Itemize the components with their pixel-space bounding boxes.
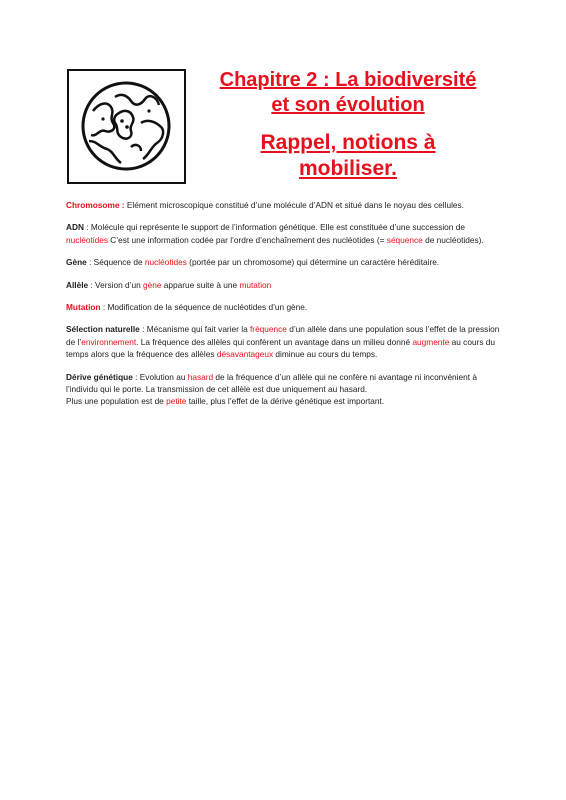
definition-adn	[66, 221, 500, 246]
definition-text: de la fréquence d’un allèle qui ne confère ni avantage ni inconvénient à l’individu qui le porte. La transmission de cet allèle est due uniquement au hasard.	[66, 371, 477, 395]
definition-term: Mutation	[66, 302, 101, 313]
definition-text: : Séquence de	[86, 257, 145, 268]
earth-globe-icon	[69, 71, 184, 182]
definition-term: Chromosome :	[66, 200, 125, 210]
subtitle-line-1: Rappel, notions à	[260, 131, 436, 154]
highlight-word: séquence	[386, 234, 423, 245]
definition-term: Gène	[66, 257, 87, 268]
definition-chromosome	[66, 199, 500, 211]
definition-text: : Version d’un	[88, 279, 144, 290]
definition-text: au cours du temps alors que la fréquence des allèles	[66, 336, 496, 360]
definition-text: apparue suite à une	[161, 279, 240, 290]
definition-text: : Evolution au	[132, 371, 188, 382]
highlight-word: nucléotides	[144, 257, 187, 268]
definition-text: : Modification de la séquence de nucléotides d’un gène.	[100, 302, 308, 313]
highlight-word: petite	[166, 396, 187, 407]
highlight-word: fréquence	[250, 324, 287, 335]
definition-mutation	[66, 301, 500, 313]
definition-text: diminue au cours du temps.	[273, 349, 378, 360]
definition-text: Elément microscopique constitué d’une molécule d’ADN et situé dans le noyau des cellules.	[124, 200, 464, 210]
definition-text: (portée par un chromosome) qui détermine un caractère héréditaire.	[186, 257, 440, 268]
definition-text: Plus une population est de	[66, 396, 167, 407]
logo-frame	[67, 69, 186, 184]
title-line-2: et son évolution	[271, 94, 425, 116]
definition-text: : Mécanisme qui fait varier la	[139, 324, 250, 335]
title-line-1: Chapitre 2 : La biodiversité	[219, 69, 477, 91]
highlight-word: environnement	[81, 336, 137, 347]
definition-term: Sélection naturelle	[66, 324, 140, 335]
page-subtitle	[190, 130, 506, 182]
definitions-list	[66, 199, 500, 418]
definition-text: taille, plus l’effet de la dérive génétique est important.	[186, 396, 385, 407]
definition-term: Allèle	[66, 279, 89, 290]
definition-derive-genetique	[66, 371, 500, 408]
page-title	[190, 68, 506, 182]
definition-text: de nucléotides).	[422, 234, 484, 245]
definition-text: . La fréquence des allèles qui confèrent un avantage dans un milieu donné	[136, 336, 413, 347]
highlight-word: mutation	[239, 279, 272, 290]
definition-term: ADN	[66, 222, 84, 233]
highlight-word: augmente	[412, 336, 450, 347]
definition-text: : Molécule qui représente le support de l’information génétique. Elle est constituée d’une succession de	[83, 222, 465, 233]
definition-allele	[66, 279, 500, 291]
highlight-word: hasard	[187, 371, 214, 382]
definition-text: d’un allèle dans une population sous l’effet de la pression de l’	[66, 324, 500, 347]
definition-term: Dérive génétique	[66, 371, 133, 382]
highlight-word: désavantageux	[216, 349, 274, 360]
definition-selection-naturelle	[66, 323, 500, 360]
definition-text: C’est une information codée par l’ordre d’enchaînement des nucléotides (=	[107, 234, 387, 245]
definition-gene	[66, 256, 500, 268]
highlight-word: nucléotides	[66, 234, 108, 245]
highlight-word: gène	[143, 279, 162, 290]
subtitle-line-2: mobiliser.	[298, 157, 398, 180]
